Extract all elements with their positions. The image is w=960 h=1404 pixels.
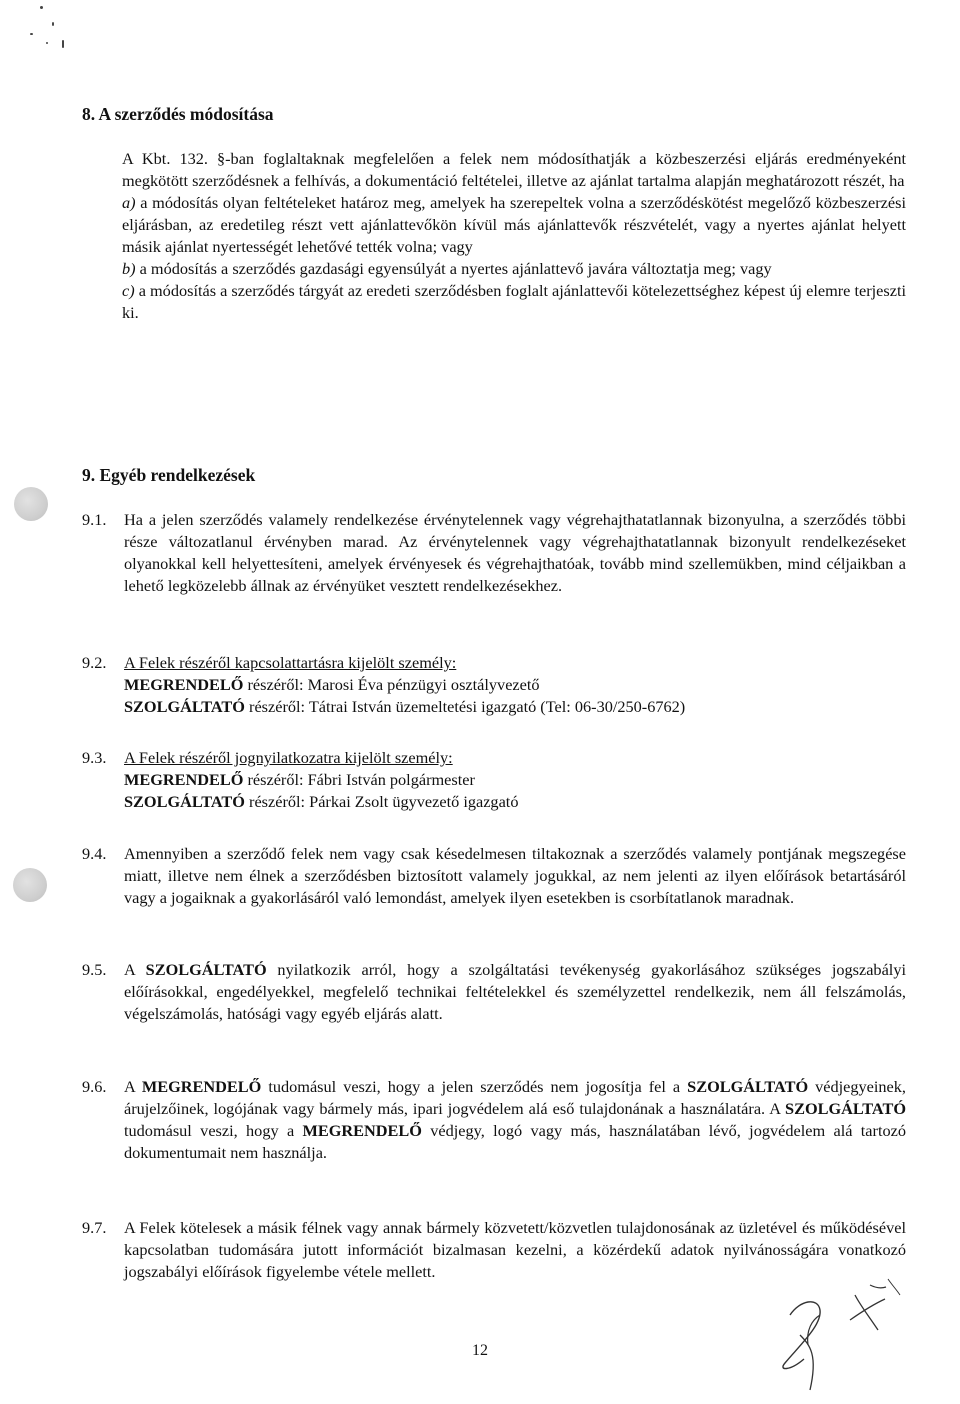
section-8-item-b: b) a módosítás a szerződés gazdasági egyensúlyát a nyertes ajánlattevő javára változtatja meg; vagy [122,259,772,278]
clause-9-3 [124,747,906,813]
clause-number: 9.3. [82,748,107,767]
section-8-heading: 8. A szerződés módosítása [82,104,274,124]
clause-9-2 [124,652,906,718]
scan-speck [46,42,48,44]
clause-9-3-title: A Felek részéről jognyilatkozatra kijelölt személy: [124,748,453,767]
initial-stroke [850,1299,885,1320]
clause-9-4: Amennyiben a szerződő felek nem vagy csak késedelmesen tiltakoznak a szerződés valamely pontjának megszegése miatt, illetve nem élnek a szerződésben biztosított valamely jogukkal, az nem jelenti az ilyen előírások betartásáról vagy a jogaiknak a gyakorlásáról való lemondást, amelyek ilyen esetekben is csorbítatlanok maradnak. [124,844,906,907]
clause-number: 9.7. [82,1218,107,1237]
signatory-line-szolgaltato: SZOLGÁLTATÓ részéről: Párkai Zsolt ügyvezető igazgató [124,792,519,811]
section-8-body [122,148,906,324]
clause-9-1: Ha a jelen szerződés valamely rendelkezése érvénytelennek vagy végrehajthatatlannak bizonyulna, a szerződés többi része változatlanul érvényben marad. Az érvénytelennek vagy végrehajthatatlannak bizonyult rendelkezéseket olyanokkal kell helyettesíteni, amelyek érvényesek és végrehajthatóak, tovább mind szellemükben, mind céljaikban a lehető legközelebb állnak az érvényüket vesztett rendelkezésekhez. [124,510,906,595]
section-8-item-c: c) a módosítás a szerződés tárgyát az eredeti szerződésben foglalt ajánlattevői kötelezettséghez képest új elemre terjeszti ki. [122,281,907,322]
scan-speck [52,22,54,26]
punch-hole-top [14,487,48,521]
section-8-intro: A Kbt. 132. §-ban foglaltaknak megfelelően a felek nem módosíthatják a közbeszerzési eljárás eredményeként megkötött szerződésnek a felhívás, a dokumentáció feltételei, illetve az ajánlat tartalma alapján meghatározott részét, ha [122,149,906,190]
initial-stroke [783,1302,820,1369]
clause-9-5: A SZOLGÁLTATÓ nyilatkozik arról, hogy a szolgáltatási tevékenység gyakorlásához szükséges jogszabályi előírásokkal, engedélyekkel, megfelelő technikai feltételekkel és személyzettel rendelkezik, nem áll felszámolás, végelszámolás, hatósági vagy egyéb eljárás alatt. [124,960,906,1023]
initial-stroke [870,1285,886,1288]
handwritten-initials [760,1275,920,1395]
scan-speck [40,6,43,9]
clause-9-6: A MEGRENDELŐ tudomásul veszi, hogy a jelen szerződés nem jogosítja fel a SZOLGÁLTATÓ védjegyeinek, árujelzőinek, logójának vagy bármely más, ipari jogvédelem alá eső tulajdonának a használatára. A SZOLGÁLTATÓ tudomásul veszi, hogy a MEGRENDELŐ védjegy, logó vagy más, használatában lévő, jogvédelem alá tartozó dokumentumait nem használja. [124,1077,906,1162]
clause-9-7: A Felek kötelesek a másik félnek vagy annak bármely közvetett/közvetlen tulajdonosának az üzletével és működésével kapcsolatban tudomására jutott információt bizalmasan kezelni, a közérdekű adatok nyilvánosságára vonatkozó jogszabályi előírások figyelembe vétele mellett. [124,1218,906,1281]
clause-number: 9.5. [82,960,107,979]
contact-line-szolgaltato: SZOLGÁLTATÓ részéről: Tátrai István üzemeltetési igazgató (Tel: 06-30/250-6762) [124,697,686,716]
clause-number: 9.6. [82,1077,107,1096]
section-8-item-a: a) a módosítás olyan feltételeket határoz meg, amelyek ha szerepeltek volna a szerződéskötést megelőző közbeszerzési eljárásban, az eredetileg részt vett ajánlattevőkön kívül más ajánlattevők részvételét, vagy a nyertes ajánlat helyett másik ajánlat nyertességét lehetővé tették volna; vagy [122,193,906,256]
signatory-line-megrendelo: MEGRENDELŐ részéről: Fábri István polgármester [124,770,475,789]
clause-number: 9.4. [82,844,107,863]
clause-number: 9.1. [82,510,107,529]
initial-stroke [855,1295,878,1330]
scan-speck [30,33,33,35]
page-number: 12 [472,1342,488,1359]
clause-number: 9.2. [82,653,107,672]
punch-hole-bottom [13,868,47,902]
contact-line-megrendelo: MEGRENDELŐ részéről: Marosi Éva pénzügyi osztályvezető [124,675,540,694]
section-9-heading: 9. Egyéb rendelkezések [82,465,256,485]
clause-9-2-title: A Felek részéről kapcsolattartásra kijelölt személy: [124,653,457,672]
initial-stroke [888,1279,900,1295]
scan-speck [62,40,64,48]
